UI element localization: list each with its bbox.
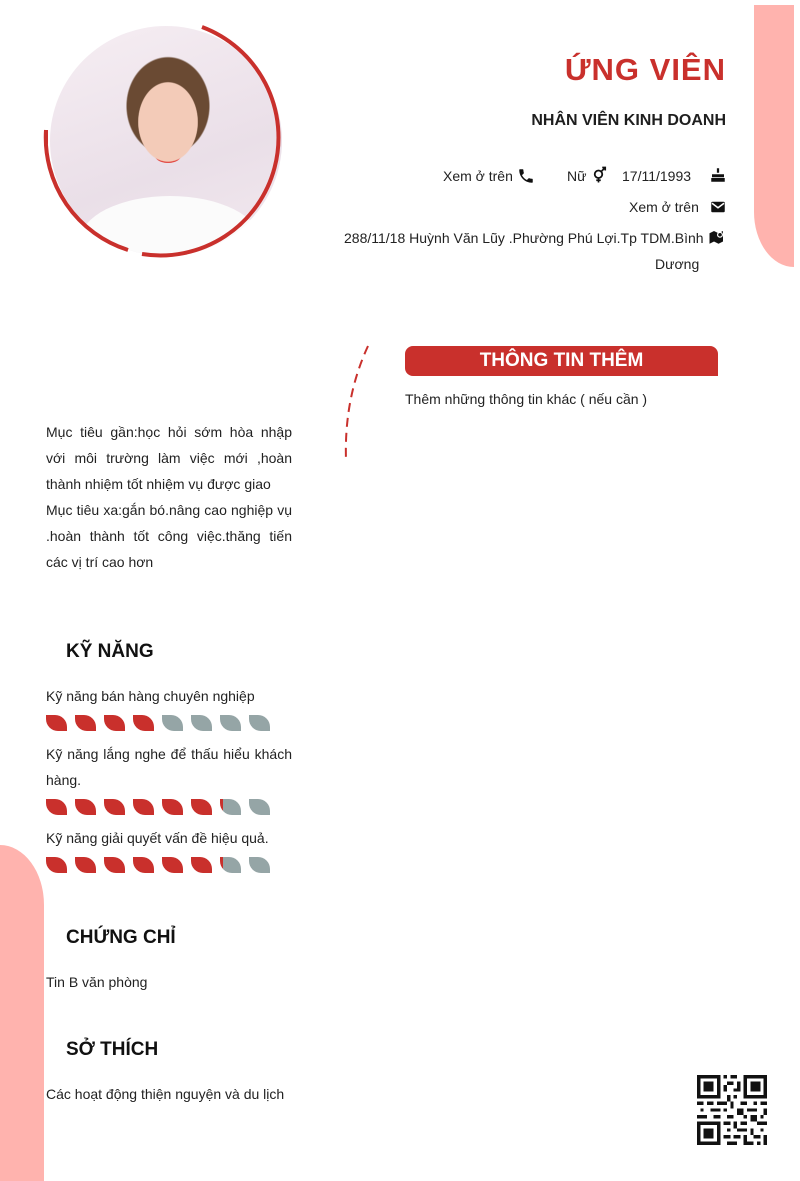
qr-code-icon — [697, 1075, 767, 1145]
envelope-icon — [709, 198, 727, 216]
decor-shape-left — [0, 845, 44, 1181]
rating-leaf — [46, 715, 67, 731]
rating-leaf — [191, 715, 212, 731]
rating-leaf — [191, 799, 212, 815]
rating-leaf — [75, 799, 96, 815]
rating-leaf — [162, 799, 183, 815]
additional-info-text: Thêm những thông tin khác ( nếu cần ) — [405, 391, 648, 407]
birthday-cake-icon — [709, 166, 727, 184]
rating-leaf — [104, 799, 125, 815]
rating-leaf — [133, 857, 154, 873]
rating-leaf — [46, 799, 67, 815]
skill-label: Kỹ năng giải quyết vấn đề hiệu quả. — [46, 830, 269, 846]
certificates-text: Tin B văn phòng — [46, 974, 148, 990]
address-line-2: Dương — [655, 256, 700, 272]
phone-text: Xem ở trên — [443, 168, 513, 184]
dashed-arc-divider — [338, 342, 378, 466]
rating-leaf — [133, 715, 154, 731]
rating-leaf — [133, 799, 154, 815]
skill-label: Kỹ năng bán hàng chuyên nghiệp — [46, 688, 255, 704]
hobbies-text: Các hoạt động thiện nguyện và du lịch — [46, 1086, 285, 1102]
job-title: NHÂN VIÊN KINH DOANH — [531, 112, 726, 129]
rating-leaf — [162, 857, 183, 873]
rating-leaf — [162, 715, 183, 731]
decor-shape-right — [754, 5, 794, 267]
email-text: Xem ở trên — [629, 199, 699, 215]
skill-rating-2 — [46, 799, 270, 815]
additional-info-header: THÔNG TIN THÊM — [405, 346, 718, 376]
rating-leaf — [220, 857, 241, 873]
rating-leaf — [104, 857, 125, 873]
skill-rating-3 — [46, 857, 270, 873]
rating-leaf — [220, 799, 241, 815]
skill-rating-1 — [46, 715, 270, 731]
rating-leaf — [220, 715, 241, 731]
rating-leaf — [249, 857, 270, 873]
map-pin-icon — [708, 228, 726, 246]
rating-leaf — [104, 715, 125, 731]
rating-leaf — [75, 857, 96, 873]
gender-icon — [591, 166, 609, 184]
skills-title: KỸ NĂNG — [66, 641, 154, 662]
avatar-ring — [30, 10, 286, 266]
candidate-name: ỨNG VIÊN — [564, 52, 726, 87]
gender-text: Nữ — [567, 168, 587, 184]
skill-label: Kỹ năng lắng nghe để thấu hiểu khách hàng. — [46, 746, 292, 788]
address-line-1: 288/11/18 Huỳnh Văn Lũy .Phường Phú Lợi.Tp TDM.Bình — [344, 230, 704, 246]
certificates-title: CHỨNG CHỈ — [66, 927, 176, 948]
hobbies-title: SỞ THÍCH — [66, 1039, 159, 1060]
phone-icon — [517, 167, 535, 185]
rating-leaf — [46, 857, 67, 873]
objective-short-term: Mục tiêu gần:học hỏi sớm hòa nhập với môi trường làm việc mới ,hoàn thành nhiệm tốt nhiệm vụ được giao — [46, 424, 292, 492]
rating-leaf — [249, 799, 270, 815]
objective-long-term: Mục tiêu xa:gắn bó.nâng cao nghiệp vụ .hoàn thành tốt công việc.thăng tiến các vị trí cao hơn — [46, 502, 292, 570]
rating-leaf — [191, 857, 212, 873]
birthdate-text: 17/11/1993 — [622, 168, 692, 184]
rating-leaf — [75, 715, 96, 731]
rating-leaf — [249, 715, 270, 731]
